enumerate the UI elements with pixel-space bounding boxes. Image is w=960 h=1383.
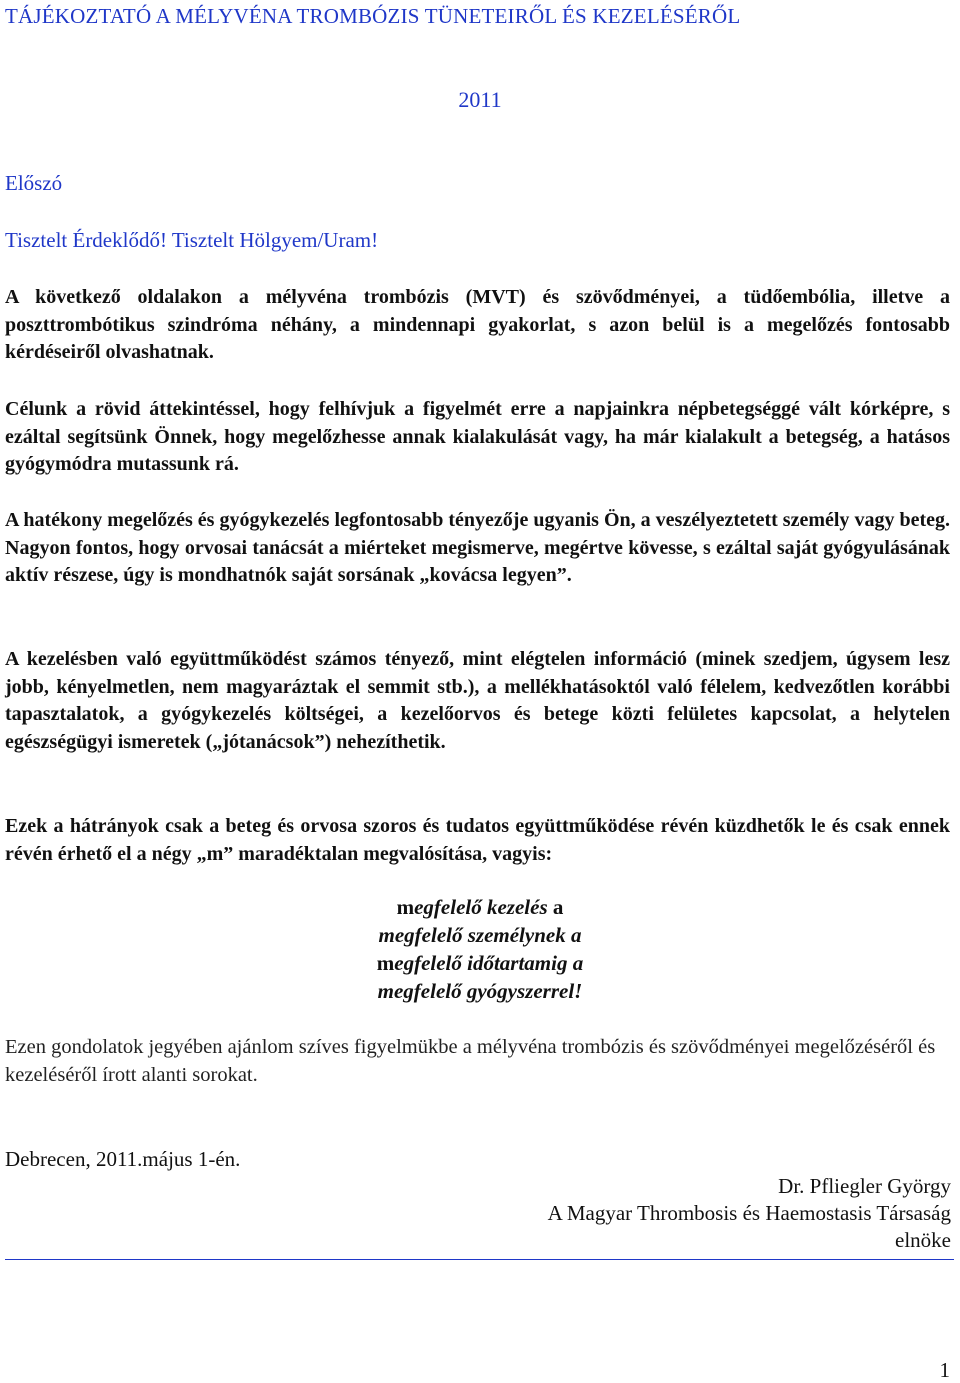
dateline: Debrecen, 2011.május 1-én. bbox=[5, 1147, 241, 1171]
four-m-line: megfelelő időtartamig a bbox=[376, 951, 584, 975]
paragraph-goal: Célunk a rövid áttekintéssel, hogy felhívjuk a figyelmét erre a napjainkra népbetegséggé vált kórképre, s ezáltal segítsünk Önnek, hogy megelőzhesse annak kialakulását vagy, ha már kialakult a betegség, a hatásos gyógymódra mutassunk rá. bbox=[5, 398, 950, 475]
signature-role: elnöke bbox=[895, 1228, 951, 1252]
paragraph-intro: A következő oldalakon a mélyvéna trombózis (MVT) és szövődményei, a tüdőembólia, illetve a poszttrombótikus szindróma néhány, a mindennapi gyakorlat, s azon belül is a megelőzés fontosabb kérdéseiről olvashatnak. bbox=[5, 286, 950, 363]
four-m-line: megfelelő személynek a bbox=[378, 923, 582, 947]
paragraph-cooperation: A kezelésben való együttműködést számos tényező, mint elégtelen információ (minek szedjem, úgysem lesz jobb, kényelmetlen, nem magyaráztak el semmit stb.), a mellékhatásoktól való félelem, kedvezőtlen korábbi tapasztalatok, a gyógykezelés költségei, a kezelőorvos és betege közti felületes kapcsolat, a helytelen egészségügyi ismeretek („jótanácsok”) nehezíthetik. bbox=[5, 648, 950, 753]
salutation: Tisztelt Érdeklődő! Tisztelt Hölgyem/Uram! bbox=[5, 228, 379, 252]
paragraph-four-m: Ezek a hátrányok csak a beteg és orvosa szoros és tudatos együttműködése révén küzdhetők le és csak ennek révén érhető el a négy „m” maradéktalan megvalósítása, vagyis: bbox=[5, 815, 950, 865]
document-year: 2011 bbox=[458, 87, 502, 112]
signature-name: Dr. Pfliegler György bbox=[778, 1174, 951, 1198]
paragraph-recommendation: Ezen gondolatok jegyében ajánlom szíves figyelmükbe a mélyvéna trombózis és szövődményei megelőzéséről és kezeléséről írott alanti sorokat. bbox=[5, 1036, 936, 1086]
four-m-line: megfelelő gyógyszerrel! bbox=[377, 979, 583, 1003]
paragraph-prevention: A hatékony megelőzés és gyógykezelés legfontosabb tényezője ugyanis Ön, a veszélyeztetett személy vagy beteg. Nagyon fontos, hogy orvosai tanácsát a miérteket megismerve, megértve kövesse, s ezáltal saját gyógyulásának aktív részese, úgy is mondhatnók saját sorsának „kovácsa legyen”. bbox=[5, 509, 950, 586]
signature-organization: A Magyar Thrombosis és Haemostasis Társaság bbox=[547, 1201, 951, 1225]
page-number: 1 bbox=[939, 1358, 950, 1382]
footer-divider bbox=[5, 1259, 954, 1260]
four-m-list bbox=[0, 893, 960, 1005]
section-heading: Előszó bbox=[5, 171, 63, 195]
document-title: TÁJÉKOZTATÓ A MÉLYVÉNA TROMBÓZIS TÜNETEIRŐL ÉS KEZELÉSÉRŐL bbox=[5, 4, 741, 28]
four-m-line: megfelelő kezelés a bbox=[396, 895, 564, 919]
